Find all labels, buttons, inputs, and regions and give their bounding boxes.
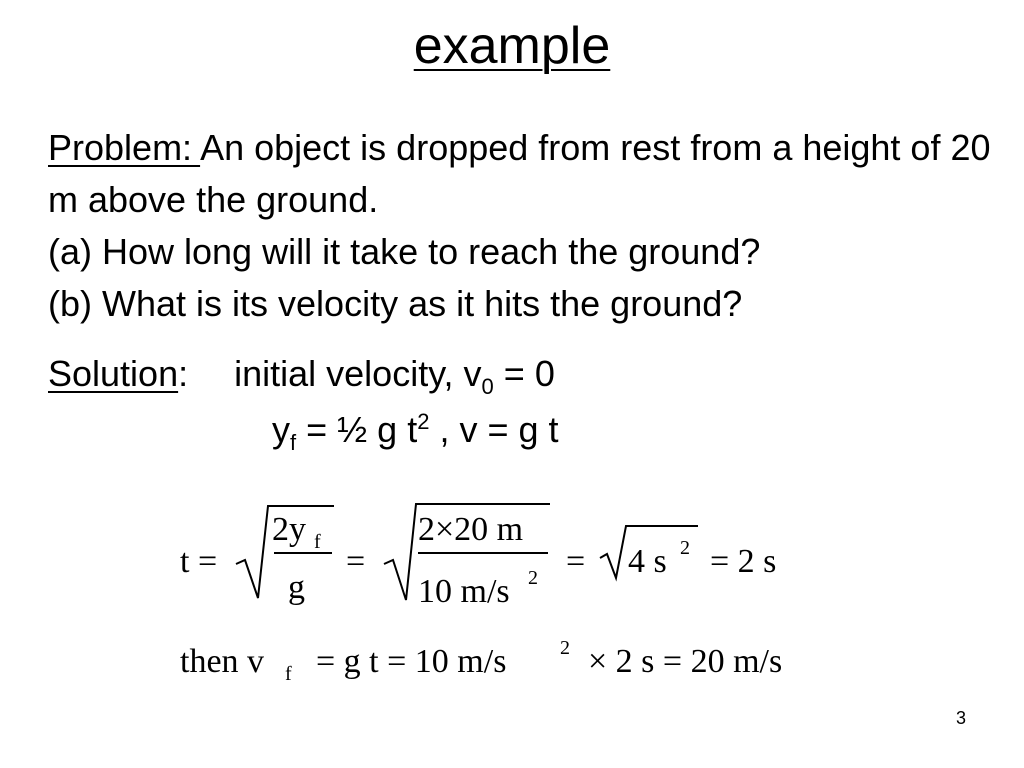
svg-text:=: = bbox=[346, 543, 366, 580]
svg-text:2y: 2y bbox=[272, 511, 306, 548]
svg-text:t =: t = bbox=[180, 543, 218, 580]
svg-text:2: 2 bbox=[560, 637, 570, 659]
initial-velocity-text: initial velocity, v bbox=[234, 353, 482, 394]
svg-text:2: 2 bbox=[528, 567, 538, 589]
problem-label: Problem: bbox=[48, 127, 201, 168]
problem-intro: An object is dropped from rest from a height of 20 m above the ground. bbox=[48, 127, 991, 220]
svg-text:4 s: 4 s bbox=[628, 543, 667, 580]
page-number: 3 bbox=[955, 708, 966, 728]
math-equations bbox=[0, 480, 1024, 695]
svg-text:= g t = 10 m/s: = g t = 10 m/s bbox=[316, 643, 507, 680]
svg-text:g: g bbox=[288, 569, 305, 606]
svg-text:10 m/s: 10 m/s bbox=[418, 573, 510, 610]
velocity-equation bbox=[180, 637, 782, 685]
svg-text:2×20 m: 2×20 m bbox=[418, 511, 524, 548]
question-a: (a) How long will it take to reach the ground? bbox=[48, 231, 761, 272]
svg-text:2: 2 bbox=[680, 537, 690, 559]
time-equation bbox=[180, 504, 776, 610]
svg-text:then v: then v bbox=[180, 643, 265, 680]
question-b: (b) What is its velocity as it hits the ground? bbox=[48, 283, 743, 324]
solution-line-1: Solution: initial velocity, $v_0 = 0$ bbox=[48, 353, 555, 400]
svg-text:f: f bbox=[314, 531, 321, 553]
svg-text:× 2 s = 20 m/s: × 2 s = 20 m/s bbox=[588, 643, 783, 680]
svg-text:= 2 s: = 2 s bbox=[710, 543, 777, 580]
solution-label: Solution bbox=[48, 353, 179, 394]
solution-line-2: $y_f$ = ½ g $t^2$ , v = g t bbox=[272, 409, 559, 456]
problem-statement bbox=[48, 122, 1008, 330]
svg-text:f: f bbox=[285, 663, 292, 685]
svg-text:=: = bbox=[566, 543, 586, 580]
slide-title: example bbox=[413, 17, 611, 75]
